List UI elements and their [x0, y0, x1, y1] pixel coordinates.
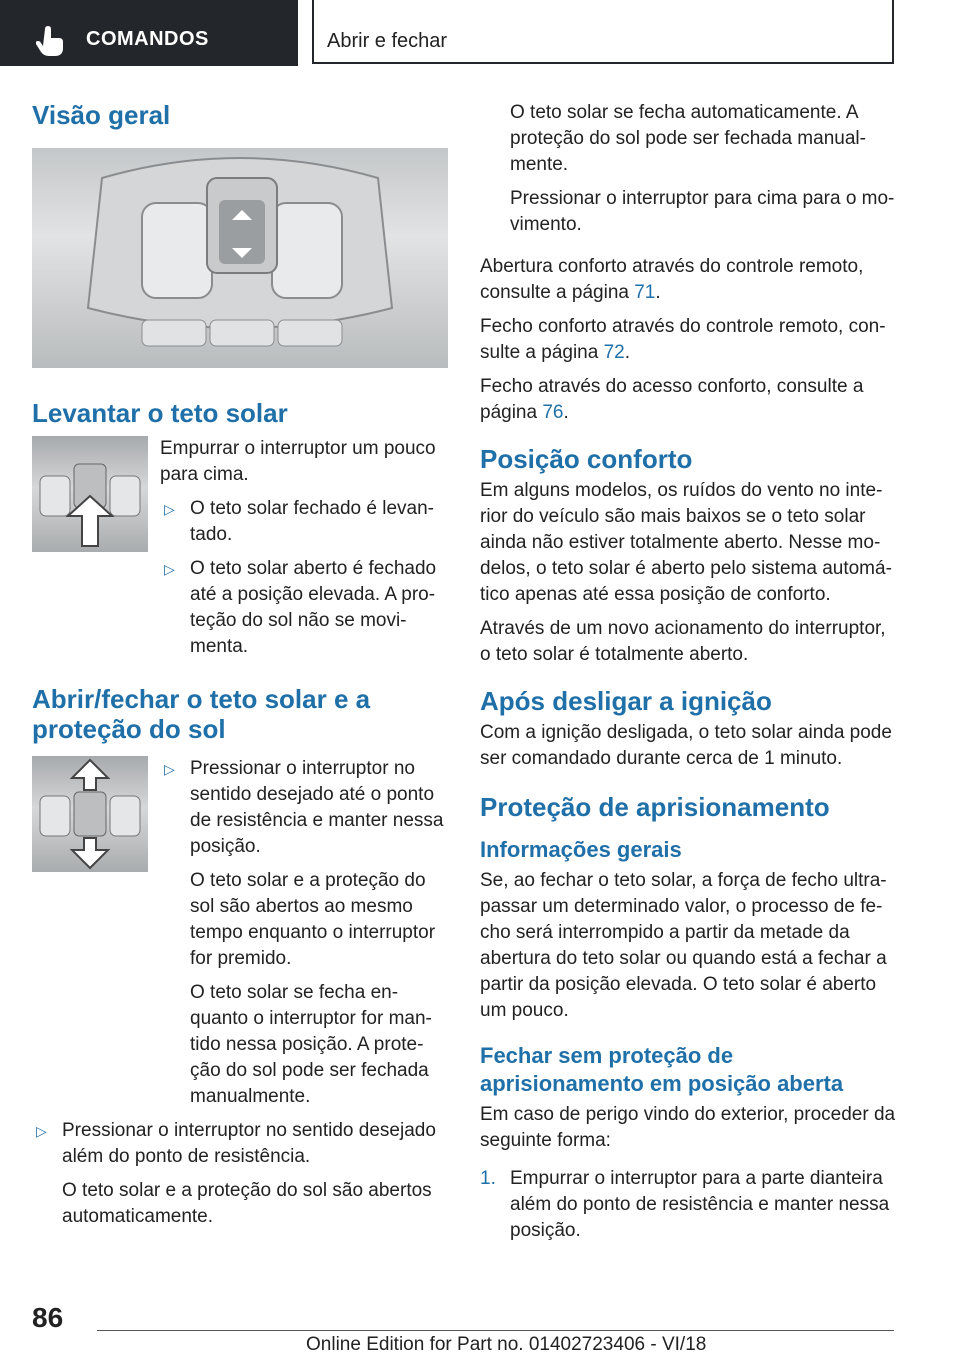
fecho-paragraph: Fecho conforto através do controle remoto, con- sulte a página 72. [480, 316, 886, 363]
switch-up-image [32, 436, 148, 552]
section-title-levantar: Levantar o teto solar [32, 398, 288, 428]
numbered-step: 1. Empurrar o interruptor para a parte dianteira além do ponto de resistência e manter nessa posição. [480, 1168, 890, 1241]
chapter-label: Abrir e fechar [327, 30, 448, 52]
list-item: ▷ O teto solar fechado é levan- tado. [164, 498, 434, 545]
list-item: ▷ Pressionar o interruptor no sentido desejado até o ponto de resistência e manter nessa posição. [164, 758, 444, 857]
triangle-bullet-icon: ▷ [164, 761, 175, 777]
cont-p2: Pressionar o interruptor para cima para o mo- vimento. [510, 188, 895, 235]
section-title-apos: Após desligar a ignição [480, 686, 772, 716]
section-title-posicao: Posição conforto [480, 444, 693, 474]
page-number: 86 [32, 1302, 64, 1333]
left-column [32, 100, 448, 1230]
section-title-visao-geral: Visão geral [32, 100, 171, 130]
footer-divider [97, 1330, 894, 1331]
page-link[interactable]: 72 [603, 342, 625, 363]
subsection-title-fechar: Fechar sem proteção de aprisionamento em posição aberta [480, 1043, 844, 1096]
abrir-b1-p3: O teto solar se fecha en- quanto o interruptor for man- tido nessa posição. A prote- ção do sol pode ser fechada manualmente. [190, 982, 432, 1107]
triangle-bullet-icon: ▷ [164, 561, 175, 577]
triangle-bullet-icon: ▷ [164, 501, 175, 517]
section-title-abrir-fechar: Abrir/fechar o teto solar e a proteção do sol [32, 684, 371, 744]
hand-pointer-icon [36, 26, 64, 56]
abrir-b1-p2: O teto solar e a proteção do sol são abertos ao mesmo tempo enquanto o interruptor for premido. [190, 870, 436, 969]
abertura-paragraph: Abertura conforto através do controle remoto, consulte a página 71. [480, 256, 864, 303]
levantar-intro: Empurrar o interruptor um pouco para cima. [160, 438, 436, 485]
overhead-control-image [32, 148, 448, 368]
right-column [480, 100, 900, 1244]
posicao-p2: Através de um novo acionamento do interruptor, o teto solar é totalmente aberto. [480, 618, 886, 665]
posicao-p1: Em alguns modelos, os ruídos do vento no inte- rior do veículo são mais baixos se o teto solar ainda não estiver totalmente aberto. Nesse mo- delos, o teto solar é aberto pelo sistema automá- tico apenas até essa posição de conforto. [480, 480, 892, 605]
switch-updown-image [32, 756, 148, 872]
chapter-tab [0, 0, 298, 66]
section-label: COMANDOS [86, 28, 209, 50]
fecho-acesso-paragraph: Fecho através do acesso conforto, consulte a página 76. [480, 376, 864, 423]
cont-p1: O teto solar se fecha automaticamente. A proteção do sol pode ser fechada manual- mente. [510, 102, 866, 175]
apos-paragraph: Com a ignição desligada, o teto solar ainda pode ser comandado durante cerca de 1 minuto. [480, 722, 892, 769]
list-item: ▷ O teto solar aberto é fechado até a posição elevada. A pro- teção do sol não se movi- menta. [164, 558, 437, 657]
page-link[interactable]: 71 [634, 282, 656, 303]
list-item: ▷ Pressionar o interruptor no sentido desejado além do ponto de resistência. [36, 1120, 436, 1167]
fechar-paragraph: Em caso de perigo vindo do exterior, proceder da seguinte forma: [480, 1104, 896, 1151]
subsection-title-info: Informações gerais [480, 837, 682, 862]
section-title-protecao: Proteção de aprisionamento [480, 792, 830, 822]
triangle-bullet-icon: ▷ [36, 1123, 47, 1139]
page-link[interactable]: 76 [542, 402, 564, 423]
step-number: 1. [480, 1168, 496, 1189]
abrir-b2-p2: O teto solar e a proteção do sol são abertos automaticamente. [62, 1180, 432, 1227]
chapter-header [312, 0, 894, 64]
edition-footer: Online Edition for Part no. 01402723406 - VI/18 [306, 1334, 707, 1355]
info-paragraph: Se, ao fechar o teto solar, a força de fecho ultra- passar um determinado valor, o processo de fe- cho será interrompido a partir da metade da abertura do teto solar ou quando está a fechar a partir da posição elevada. O teto solar é aberto um pouco. [480, 870, 887, 1021]
